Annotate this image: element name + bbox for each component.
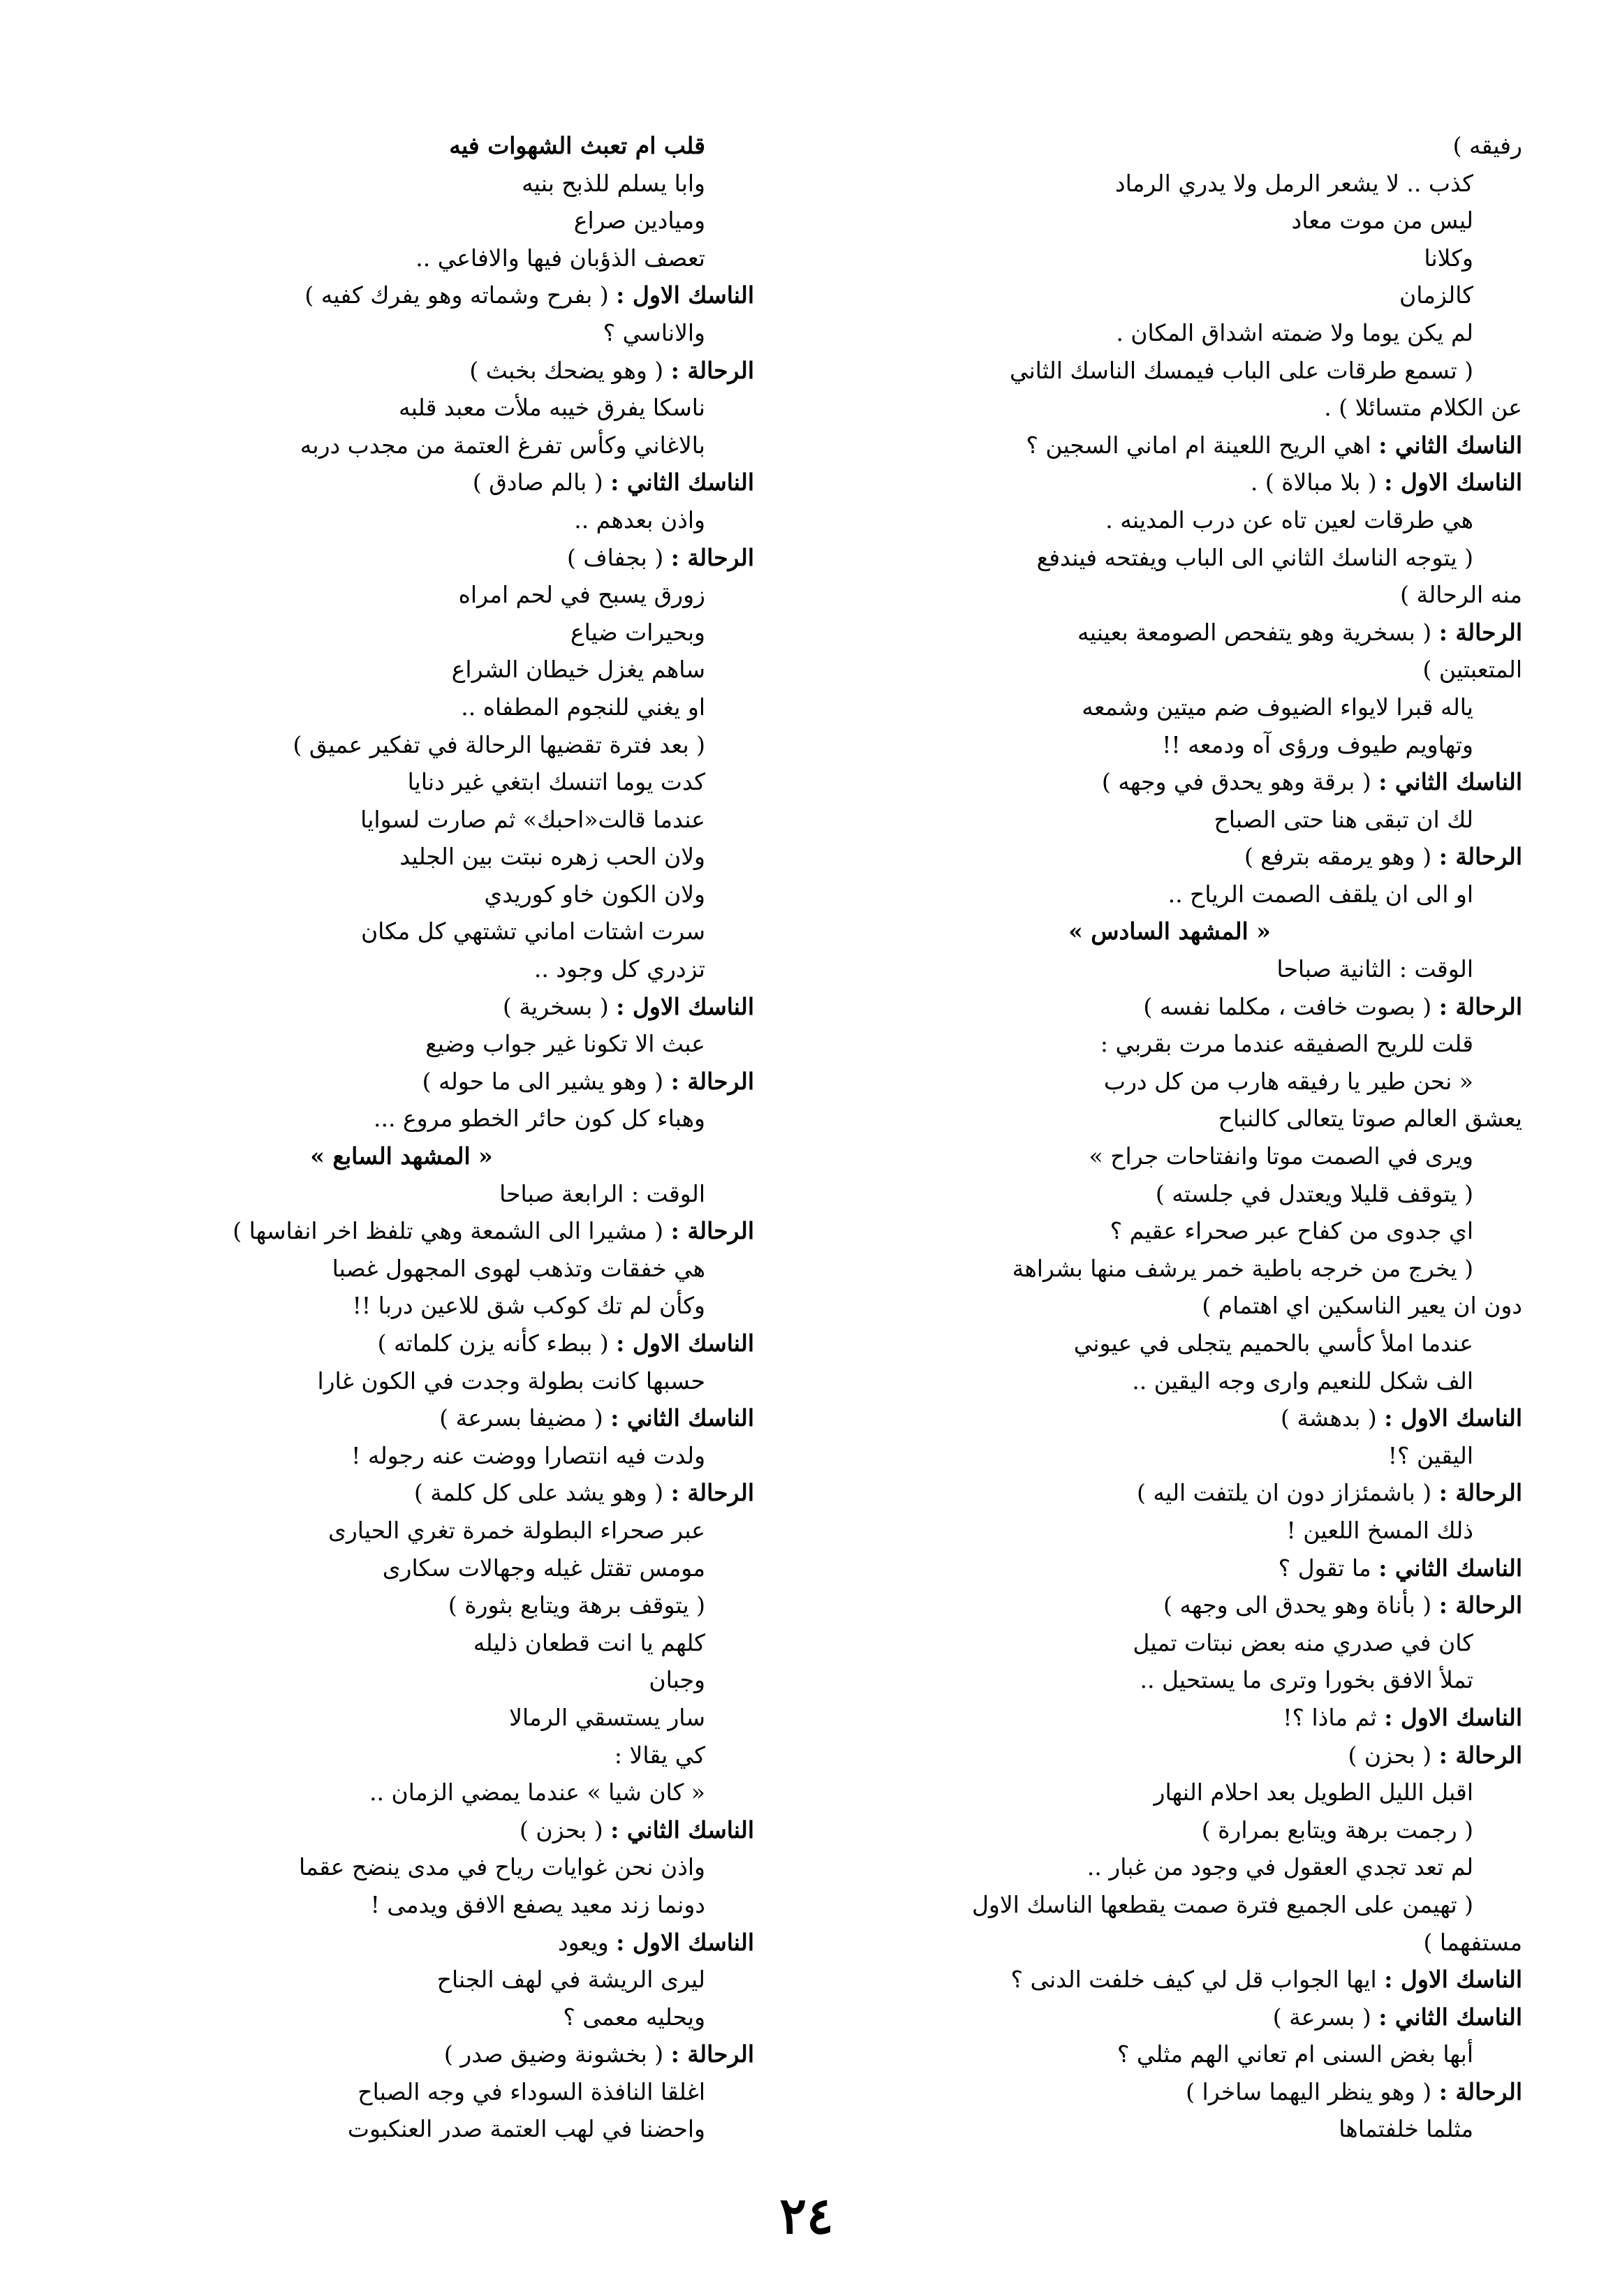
line-text: ( مشيرا الى الشمعة وهي تلفظ اخر انفاسها ): [233, 1217, 664, 1245]
text-line: [49, 1100, 754, 1138]
line-text: ( وهو ينظر اليهما ساخرا ): [1186, 2077, 1432, 2105]
line-text: « كان شيا » عندما يمضي الزمان ..: [369, 1779, 705, 1806]
line-text: ( وهو يشير الى ما حوله ): [422, 1067, 664, 1095]
line-text: ياله قبرا لايواء الضيوف ضم ميتين وشمعه: [1082, 693, 1473, 721]
text-line: [817, 801, 1522, 839]
text-line: [49, 614, 754, 652]
line-text: ولان الكون خاو كوريدي: [484, 880, 705, 908]
text-line: [49, 1587, 754, 1624]
text-line: [817, 1811, 1522, 1849]
line-text: ويعود: [557, 1928, 609, 1956]
dialogue-line: [817, 1399, 1522, 1437]
line-text: ( يخرج من خرجه باطية خمر يرشف منها بشراهة: [1012, 1254, 1473, 1282]
line-text: وكأن لم تك كوكب شق للاعين دربا !!: [352, 1292, 705, 1320]
text-line: [49, 1999, 754, 2036]
line-text: اليقين ؟!: [1387, 1441, 1473, 1469]
line-text: هي خفقات وتذهب لهوى المجهول غصبا: [332, 1254, 705, 1282]
speaker-name: الرحالة :: [1438, 618, 1522, 646]
dialogue-line: [817, 614, 1522, 652]
line-text: مستفهما ): [1423, 1928, 1522, 1956]
line-text: ( يتوجه الناسك الثاني الى الباب ويفتحه فيندفع: [1036, 543, 1473, 571]
dialogue-line: [817, 1699, 1522, 1737]
text-line: [817, 1138, 1522, 1175]
text-line: [49, 1362, 754, 1400]
line-text: ( يتوقف برهة ويتابع بثورة ): [448, 1591, 705, 1619]
text-line: [49, 1737, 754, 1774]
speaker-name: الناسك الاول :: [1384, 1404, 1522, 1432]
text-line: [817, 1774, 1522, 1811]
speaker-name: الناسك الاول :: [1384, 1703, 1522, 1731]
dialogue-line: [817, 1737, 1522, 1774]
line-text: ( بأناة وهو يحدق الى وجهه ): [1163, 1591, 1432, 1619]
text-line: [49, 1550, 754, 1587]
dialogue-line: [817, 1474, 1522, 1512]
line-text: الوقت : الرابعة صباحا: [499, 1179, 705, 1207]
line-text: وهباء كل كون حائر الخطو مروع ...: [374, 1105, 705, 1133]
line-text: واذن بعدهم ..: [574, 506, 705, 533]
line-text: ( رجمت برهة ويتابع بمرارة ): [1201, 1816, 1473, 1844]
speaker-name: الناسك الاول :: [616, 1330, 754, 1357]
speaker-name: الرحالة :: [670, 1067, 754, 1095]
speaker-name: الناسك الثاني :: [610, 1816, 754, 1844]
dialogue-line: [49, 1811, 754, 1849]
text-line: [49, 801, 754, 839]
text-line: [49, 838, 754, 876]
line-text: ويحليه معمى ؟: [563, 2003, 705, 2031]
line-text: تعصف الذؤبان فيها والافاعي ..: [415, 244, 705, 272]
text-line: [817, 1212, 1522, 1250]
text-line: [49, 389, 754, 427]
line-text: ( بسخرية وهو يتفحص الصومعة بعينيه: [1077, 618, 1432, 646]
line-text: عندما املأ كأسي بالحميم يتجلى في عيوني: [1073, 1330, 1473, 1357]
line-text: ( بحزن ): [520, 1816, 603, 1844]
text-line: [49, 1512, 754, 1550]
line-text: الوقت : الثانية صباحا: [1276, 955, 1473, 983]
line-text: ( بدهشة ): [1280, 1404, 1377, 1432]
text-line: [817, 1287, 1522, 1325]
dialogue-line: [817, 1999, 1522, 2036]
text-line: [817, 1100, 1522, 1138]
line-text: دون ان يعير الناسكين اي اهتمام ): [1202, 1292, 1522, 1320]
line-text: كان في صدري منه بعض نبتات تميل: [1133, 1628, 1473, 1656]
line-text: ويرى في الصمت موتا وانفتاحات جراح »: [1089, 1142, 1473, 1170]
right-text-column: [817, 127, 1522, 2148]
line-text: كلهم يا انت قطعان ذليله: [473, 1628, 705, 1656]
text-line: [49, 202, 754, 240]
page-number: ٢٤: [779, 2186, 834, 2245]
line-text: قلت للريح الصفيقه عندما مرت بقربي :: [1100, 1030, 1473, 1058]
line-text: لك ان تبقى هنا حتى الصباح: [1214, 805, 1473, 833]
speaker-name: الرحالة :: [1438, 1479, 1522, 1507]
text-line: [817, 1624, 1522, 1662]
line-text: ( مضيفا بسرعة ): [439, 1404, 603, 1432]
speaker-name: الناسك الثاني :: [1378, 768, 1522, 796]
speaker-name: الرحالة :: [1438, 1741, 1522, 1769]
speaker-name: الناسك الثاني :: [610, 469, 754, 496]
text-line: [817, 277, 1522, 314]
line-text: واحضنا في لهب العتمة صدر العنكبوت: [347, 2115, 705, 2143]
text-line: [49, 2110, 754, 2148]
dialogue-line: [49, 1325, 754, 1362]
speaker-name: الناسك الاول :: [1384, 1966, 1522, 1994]
text-line: [49, 651, 754, 689]
text-line: [817, 950, 1522, 988]
text-line: [49, 726, 754, 764]
line-text: اغلقا النافذة السوداء في وجه الصباح: [358, 2077, 705, 2105]
line-text: ولان الحب زهره نبتت بين الجليد: [399, 843, 705, 871]
line-text: ( بالم صادق ): [472, 469, 603, 496]
text-line: [817, 1848, 1522, 1886]
text-line: [817, 1250, 1522, 1288]
text-line: [49, 1774, 754, 1811]
line-text: ( بحزن ): [1348, 1741, 1432, 1769]
speaker-name: الرحالة :: [670, 1217, 754, 1245]
line-text: مومس تقتل غيله وجهالات سكارى: [382, 1554, 705, 1582]
text-line: [817, 352, 1522, 390]
text-line: [817, 1886, 1522, 1924]
line-text: وكلانا: [1424, 244, 1473, 272]
line-text: اهي الريح اللعينة ام اماني السجين ؟: [1026, 431, 1371, 459]
text-line: [817, 726, 1522, 764]
text-line: [49, 427, 754, 464]
line-text: ( باشمئزاز دون ان يلتفت اليه ): [1136, 1479, 1432, 1507]
text-line: [817, 389, 1522, 427]
line-text: سرت اشتات اماني تشتهي كل مكان: [360, 918, 705, 945]
line-text: ساهم يغزل خيطان الشراع: [451, 656, 705, 684]
line-text: ( بجفاف ): [567, 543, 664, 571]
text-line: [49, 1624, 754, 1662]
line-text: كدت يوما اتنسك ابتغي غير دنايا: [407, 768, 705, 796]
text-line: [49, 689, 754, 726]
line-text: وابا يسلم للذبح بنيه: [522, 169, 705, 197]
line-text: ( يتوقف قليلا ويعتدل في جلسته ): [1155, 1179, 1473, 1207]
line-text: وميادين صراع: [573, 207, 705, 235]
line-text: ( تسمع طرقات على الباب فيمسك الناسك الثاني: [1009, 356, 1473, 384]
line-text: والاناسي ؟: [603, 318, 705, 346]
text-line: [49, 127, 754, 165]
text-line: [817, 539, 1522, 577]
line-text: ( تهيمن على الجميع فترة صمت يقطعها الناسك الاول: [971, 1890, 1473, 1918]
text-line: [817, 876, 1522, 913]
text-line: [49, 1250, 754, 1288]
line-text: ما تقول ؟: [1278, 1554, 1371, 1582]
line-text: تملأ الافق بخورا وترى ما يستحيل ..: [1140, 1666, 1473, 1694]
scene-heading: [817, 913, 1522, 950]
line-text: كي يقالا :: [614, 1741, 705, 1769]
line-text: ( وهو يضحك بخبث ): [469, 356, 664, 384]
line-text: وتهاويم طيوف ورؤى آه ودمعه !!: [1162, 730, 1473, 758]
dialogue-line: [49, 1212, 754, 1250]
line-text: هي طرقات لعين تاه عن درب المدينه .: [1105, 506, 1473, 533]
text-line: [49, 240, 754, 277]
text-line: [817, 2110, 1522, 2148]
text-line: [817, 165, 1522, 203]
line-text: ايها الجواب قل لي كيف خلفت الدنى ؟: [1010, 1966, 1377, 1994]
line-text: « المشهد السابع »: [310, 1142, 493, 1170]
line-text: الف شكل للنعيم وارى وجه اليقين ..: [1132, 1367, 1473, 1394]
dialogue-line: [49, 1474, 754, 1512]
dialogue-line: [817, 1961, 1522, 1999]
dialogue-line: [49, 464, 754, 501]
text-line: [49, 913, 754, 950]
dialogue-line: [49, 539, 754, 577]
line-text: ( بسخرية ): [502, 992, 609, 1020]
text-line: [49, 1287, 754, 1325]
text-line: [49, 1886, 754, 1924]
text-line: [817, 689, 1522, 726]
line-text: سار يستسقي الرمالا: [509, 1703, 705, 1731]
text-line: [49, 1175, 754, 1213]
line-text: المتعبتين ): [1422, 656, 1522, 684]
line-text: مثلما خلفتماها: [1339, 2115, 1473, 2143]
text-line: [817, 501, 1522, 539]
line-text: ( بسرعة ): [1272, 2003, 1371, 2031]
speaker-name: الرحالة :: [1438, 843, 1522, 871]
line-text: ( بخشونة وضيق صدر ): [443, 2040, 664, 2068]
line-text: عبث الا تكونا غير جواب وضيع: [425, 1030, 705, 1058]
text-line: [49, 876, 754, 913]
speaker-name: الناسك الثاني :: [610, 1404, 754, 1432]
speaker-name: الرحالة :: [670, 2040, 754, 2068]
text-line: [817, 1512, 1522, 1550]
line-text: ( وهو يشد على كل كلمة ): [413, 1479, 664, 1507]
line-text: أبها بغض السنى ام تعاني الهم مثلي ؟: [1117, 2040, 1473, 2068]
line-text: ذلك المسخ اللعين !: [1286, 1516, 1473, 1544]
line-text: ( بعد فترة تقضيها الرحالة في تفكير عميق ): [293, 730, 705, 758]
text-line: [817, 1437, 1522, 1475]
line-text: ( وهو يرمقه بترفع ): [1244, 843, 1432, 871]
line-text: دونما زند معيد يصفع الافق ويدمى !: [370, 1890, 705, 1918]
scene-heading: [49, 1138, 754, 1175]
line-text: يعشق العالم صوتا يتعالى كالنباح: [1218, 1105, 1522, 1133]
line-text: كذب .. لا يشعر الرمل ولا يدري الرماد: [1114, 169, 1473, 197]
dialogue-line: [817, 464, 1522, 501]
dialogue-line: [49, 277, 754, 314]
line-text: ليرى الريشة في لهف الجناح: [436, 1966, 705, 1994]
line-text: رفيقه ): [1452, 132, 1522, 159]
speaker-name: الرحالة :: [1438, 992, 1522, 1020]
line-text: واذن نحن غوايات رياح في مدى ينضح عقما: [298, 1853, 705, 1881]
line-text: ( برقة وهو يحدق في وجهه ): [1101, 768, 1371, 796]
text-line: [817, 314, 1522, 352]
text-line: [817, 127, 1522, 165]
line-text: عندما قالت«احبك» ثم صارت لسوايا: [360, 805, 705, 833]
text-line: [49, 576, 754, 614]
line-text: كالزمان: [1399, 281, 1473, 309]
line-text: وجبان: [649, 1666, 705, 1694]
line-text: ولدت فيه انتصارا ووضت عنه رجوله !: [351, 1441, 705, 1469]
dialogue-line: [49, 988, 754, 1026]
line-text: عن الكلام متسائلا ) .: [1324, 394, 1522, 422]
line-text: عبر صحراء البطولة خمرة تغري الحيارى: [328, 1516, 705, 1544]
line-text: « نحن طير يا رفيقه هارب من كل درب: [1103, 1067, 1473, 1095]
text-line: [817, 576, 1522, 614]
speaker-name: الرحالة :: [1438, 2077, 1522, 2105]
line-text: اقبل الليل الطويل بعد احلام النهار: [1154, 1779, 1473, 1806]
text-line: [49, 1661, 754, 1699]
text-line: [817, 202, 1522, 240]
text-line: [49, 2073, 754, 2111]
text-line: [49, 950, 754, 988]
dialogue-line: [49, 1063, 754, 1101]
line-text: « المشهد السادس »: [1068, 918, 1271, 945]
dialogue-line: [817, 2073, 1522, 2111]
speaker-name: الناسك الاول :: [616, 1928, 754, 1956]
line-text: او الى ان يلقف الصمت الرياح ..: [1168, 880, 1473, 908]
dialogue-line: [817, 838, 1522, 876]
speaker-name: الناسك الثاني :: [1378, 431, 1522, 459]
dialogue-line: [817, 427, 1522, 464]
line-text: ( بصوت خافت ، مكلما نفسه ): [1143, 992, 1432, 1020]
text-line: [817, 1362, 1522, 1400]
text-line: [817, 1063, 1522, 1101]
text-line: [817, 1175, 1522, 1213]
line-text: لم تعد تجدي العقول في وجود من غبار ..: [1087, 1853, 1473, 1881]
text-line: [49, 1848, 754, 1886]
line-text: تزدري كل وجود ..: [533, 955, 705, 983]
line-text: ناسكا يفرق خيبه ملأت معبد قلبه: [399, 394, 705, 422]
line-text: ليس من موت معاد: [1291, 207, 1473, 235]
text-line: [49, 763, 754, 801]
line-text: قلب ام تعبث الشهوات فيه: [449, 132, 705, 159]
dialogue-line: [49, 1924, 754, 1962]
dialogue-line: [817, 988, 1522, 1026]
text-line: [817, 1661, 1522, 1699]
line-text: لم يكن يوما ولا ضمته اشداق المكان .: [1116, 318, 1473, 346]
text-line: [49, 1699, 754, 1737]
text-line: [817, 240, 1522, 277]
speaker-name: الناسك الثاني :: [1378, 1554, 1522, 1582]
text-line: [49, 165, 754, 203]
line-text: زورق يسبح في لحم امراه: [458, 581, 705, 609]
line-text: ( بلا مبالاة ) .: [1250, 469, 1377, 496]
text-line: [817, 1924, 1522, 1962]
speaker-name: الرحالة :: [670, 1479, 754, 1507]
line-text: ( ببطء كأنه يزن كلماته ): [377, 1330, 609, 1357]
text-line: [49, 1025, 754, 1063]
line-text: بالاغاني وكأس تفرغ العتمة من مجدب دربه: [300, 431, 705, 459]
text-line: [49, 314, 754, 352]
line-text: حسبها كانت بطولة وجدت في الكون غارا: [317, 1367, 705, 1394]
dialogue-line: [49, 352, 754, 390]
text-line: [817, 1025, 1522, 1063]
speaker-name: الرحالة :: [670, 356, 754, 384]
left-text-column: [49, 127, 754, 2148]
line-text: ثم ماذا ؟!: [1283, 1703, 1377, 1731]
text-line: [817, 1325, 1522, 1362]
speaker-name: الناسك الاول :: [616, 281, 754, 309]
dialogue-line: [817, 1587, 1522, 1624]
speaker-name: الناسك الثاني :: [1378, 2003, 1522, 2031]
line-text: وبحيرات ضياع: [570, 618, 705, 646]
dialogue-line: [817, 763, 1522, 801]
text-line: [49, 1437, 754, 1475]
text-line: [817, 651, 1522, 689]
speaker-name: الرحالة :: [670, 543, 754, 571]
speaker-name: الناسك الاول :: [1384, 469, 1522, 496]
text-line: [817, 2036, 1522, 2073]
text-line: [49, 1961, 754, 1999]
dialogue-line: [817, 1550, 1522, 1587]
text-line: [49, 501, 754, 539]
speaker-name: الناسك الاول :: [616, 992, 754, 1020]
line-text: ( بفرح وشماته وهو يفرك كفيه ): [304, 281, 609, 309]
line-text: اي جدوى من كفاح عبر صحراء عقيم ؟: [1110, 1217, 1473, 1245]
line-text: او يغني للنجوم المطفاه ..: [461, 693, 705, 721]
dialogue-line: [49, 2036, 754, 2073]
line-text: منه الرحالة ): [1400, 581, 1522, 609]
speaker-name: الرحالة :: [1438, 1591, 1522, 1619]
dialogue-line: [49, 1399, 754, 1437]
